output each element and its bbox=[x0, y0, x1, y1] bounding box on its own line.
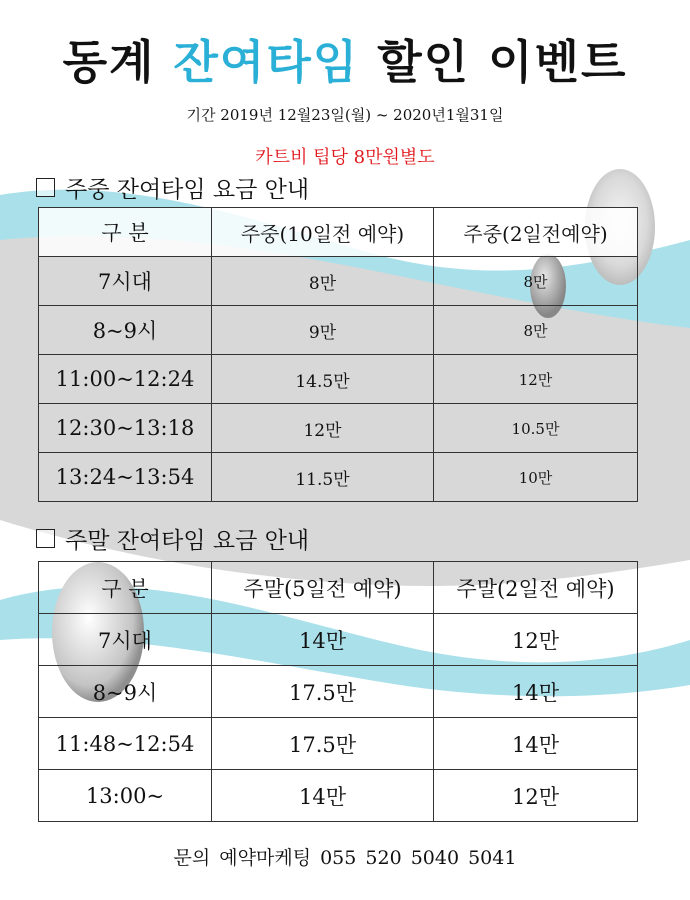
time-cell: 7시대 bbox=[39, 257, 212, 306]
price-cell: 17.5만 bbox=[212, 666, 434, 718]
table-row bbox=[39, 355, 638, 404]
price-cell: 17.5만 bbox=[212, 718, 434, 770]
time-cell: 11:48~12:54 bbox=[39, 718, 212, 770]
time-cell: 8~9시 bbox=[39, 306, 212, 355]
header-cell: 주중(2일전예약) bbox=[434, 208, 638, 257]
price-cell: 11.5만 bbox=[212, 453, 434, 502]
table-header-row bbox=[39, 562, 638, 614]
page-title bbox=[0, 26, 690, 92]
price-cell: 12만 bbox=[434, 355, 638, 404]
price-cell: 14만 bbox=[434, 718, 638, 770]
title-part2: 할인 이벤트 bbox=[377, 35, 628, 89]
time-cell: 13:00~ bbox=[39, 770, 212, 822]
table-row bbox=[39, 770, 638, 822]
weekend-heading-text: 주말 잔여타임 요금 안내 bbox=[65, 528, 310, 554]
price-cell: 14만 bbox=[212, 770, 434, 822]
time-cell: 8~9시 bbox=[39, 666, 212, 718]
title-part1: 동계 bbox=[62, 35, 156, 89]
weekday-heading-text: 주중 잔여타임 요금 안내 bbox=[65, 177, 310, 203]
table-header-row bbox=[39, 208, 638, 257]
title-accent: 잔여타임 bbox=[173, 35, 360, 89]
price-cell: 14만 bbox=[212, 614, 434, 666]
time-cell: 7시대 bbox=[39, 614, 212, 666]
weekend-rate-table bbox=[38, 561, 638, 822]
table-row bbox=[39, 404, 638, 453]
table-row bbox=[39, 614, 638, 666]
price-cell: 14.5만 bbox=[212, 355, 434, 404]
time-cell: 12:30~13:18 bbox=[39, 404, 212, 453]
contact-info: 문의 예약마케팅 055 520 5040 5041 bbox=[173, 847, 517, 869]
header-cell: 주중(10일전 예약) bbox=[212, 208, 434, 257]
table-row bbox=[39, 453, 638, 502]
header-cell: 구 분 bbox=[39, 562, 212, 614]
price-cell: 8만 bbox=[434, 257, 638, 306]
price-cell: 8만 bbox=[434, 306, 638, 355]
header-cell: 구 분 bbox=[39, 208, 212, 257]
header-cell: 주말(2일전 예약) bbox=[434, 562, 638, 614]
table-row bbox=[39, 718, 638, 770]
checkbox-icon bbox=[36, 178, 55, 197]
price-cell: 10만 bbox=[434, 453, 638, 502]
price-cell: 12만 bbox=[434, 614, 638, 666]
table-row bbox=[39, 306, 638, 355]
header-cell: 주말(5일전 예약) bbox=[212, 562, 434, 614]
time-cell: 13:24~13:54 bbox=[39, 453, 212, 502]
price-cell: 10.5만 bbox=[434, 404, 638, 453]
price-cell: 12만 bbox=[212, 404, 434, 453]
price-cell: 14만 bbox=[434, 666, 638, 718]
price-cell: 12만 bbox=[434, 770, 638, 822]
weekday-rate-table bbox=[38, 207, 638, 502]
table-row bbox=[39, 666, 638, 718]
event-period: 기간 2019년 12월23일(월) ~ 2020년1월31일 bbox=[186, 106, 504, 124]
cart-fee-notice: 카트비 팁당 8만원별도 bbox=[255, 147, 435, 168]
price-cell: 8만 bbox=[212, 257, 434, 306]
checkbox-icon bbox=[36, 529, 55, 548]
weekend-section-heading bbox=[36, 522, 309, 555]
weekday-section-heading bbox=[36, 171, 309, 204]
price-cell: 9만 bbox=[212, 306, 434, 355]
time-cell: 11:00~12:24 bbox=[39, 355, 212, 404]
table-row bbox=[39, 257, 638, 306]
